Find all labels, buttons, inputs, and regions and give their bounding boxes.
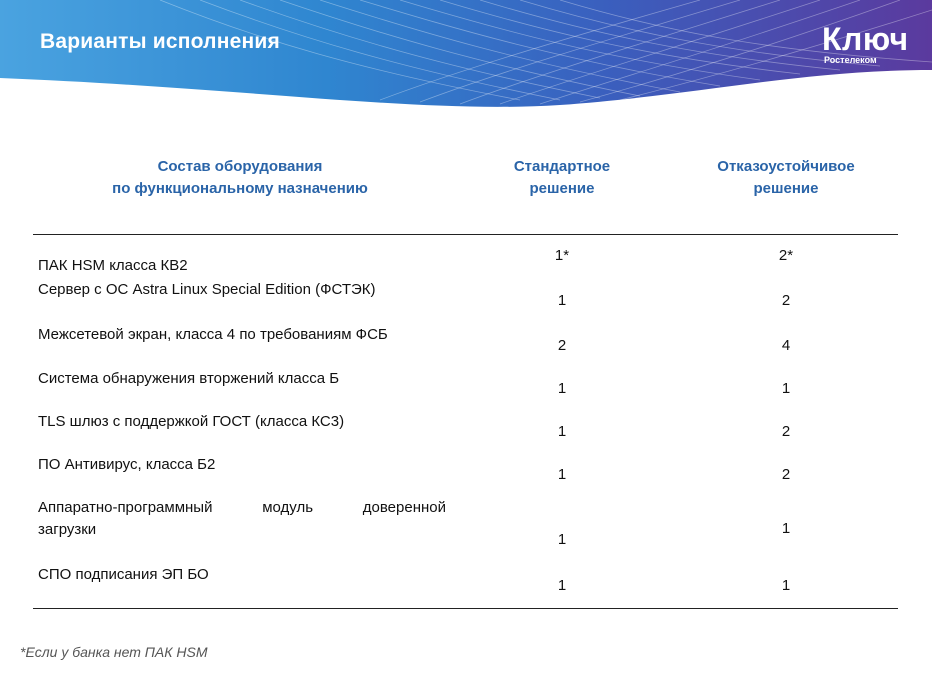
table-row-name: Сервер с ОС Astra Linux Special Edition (ФСТЭК): [38, 281, 376, 298]
footnote: *Если у банка нет ПАК HSM: [20, 644, 208, 660]
column-header-composition-line2: по функциональному назначению: [112, 180, 368, 197]
column-header-standard: [492, 156, 632, 200]
table-row-name-word: модуль: [262, 499, 314, 516]
logo-sub-text: Ростелеком: [824, 55, 877, 65]
table-row-name: Межсетевой экран, класса 4 по требованиям ФСБ: [38, 326, 388, 343]
brand-logo: [822, 22, 909, 65]
table-cell-failover: 2: [781, 292, 791, 309]
table-row-name: [38, 497, 446, 541]
page-title: Варианты исполнения: [40, 30, 280, 53]
table-row-name-word: доверенной: [362, 499, 446, 516]
table-row-name: Система обнаружения вторжений класса Б: [38, 370, 340, 387]
table-cell-failover: 2: [781, 466, 791, 483]
table-cell-failover: 4: [781, 337, 791, 354]
header-wave-background: [0, 0, 932, 112]
table-row-name: ПАК HSM класса КВ2: [38, 257, 188, 274]
table-row-name: СПО подписания ЭП БО: [38, 566, 209, 583]
column-header-composition: [90, 156, 390, 200]
table-row-name-line1: [38, 497, 446, 519]
table-row-name-line2: загрузки: [38, 521, 97, 538]
column-header-standard-line2: решение: [529, 180, 595, 197]
table-cell-failover: 2*: [778, 247, 794, 264]
table-cell-standard: 1: [557, 531, 567, 548]
table-cell-standard: 1: [557, 380, 567, 397]
header-banner: [0, 0, 932, 112]
table-cell-standard: 1: [557, 423, 567, 440]
table-cell-failover: 1: [781, 577, 791, 594]
table-bottom-rule: [33, 608, 898, 609]
table-cell-standard: 1: [557, 466, 567, 483]
table-row-name: TLS шлюз с поддержкой ГОСТ (класса КС3): [38, 413, 345, 430]
column-header-standard-line1: Стандартное: [513, 158, 611, 175]
column-header-failover-line2: решение: [753, 180, 819, 197]
table-cell-standard: 2: [557, 337, 567, 354]
table-cell-standard: 1: [557, 577, 567, 594]
table-cell-failover: 2: [781, 423, 791, 440]
table-row-name: ПО Антивирус, класса Б2: [38, 456, 216, 473]
table-cell-failover: 1: [781, 520, 791, 537]
column-header-failover: [696, 156, 876, 200]
column-header-failover-line1: Отказоустойчивое: [717, 158, 855, 175]
table-row-name-word: Аппаратно-программный: [38, 499, 213, 516]
column-header-composition-line1: Состав оборудования: [157, 158, 323, 175]
table-cell-failover: 1: [781, 380, 791, 397]
table-top-rule: [33, 234, 898, 235]
logo-main-text: Ключ: [822, 21, 909, 57]
table-cell-standard: 1: [557, 292, 567, 309]
table-cell-standard: 1*: [554, 247, 570, 264]
